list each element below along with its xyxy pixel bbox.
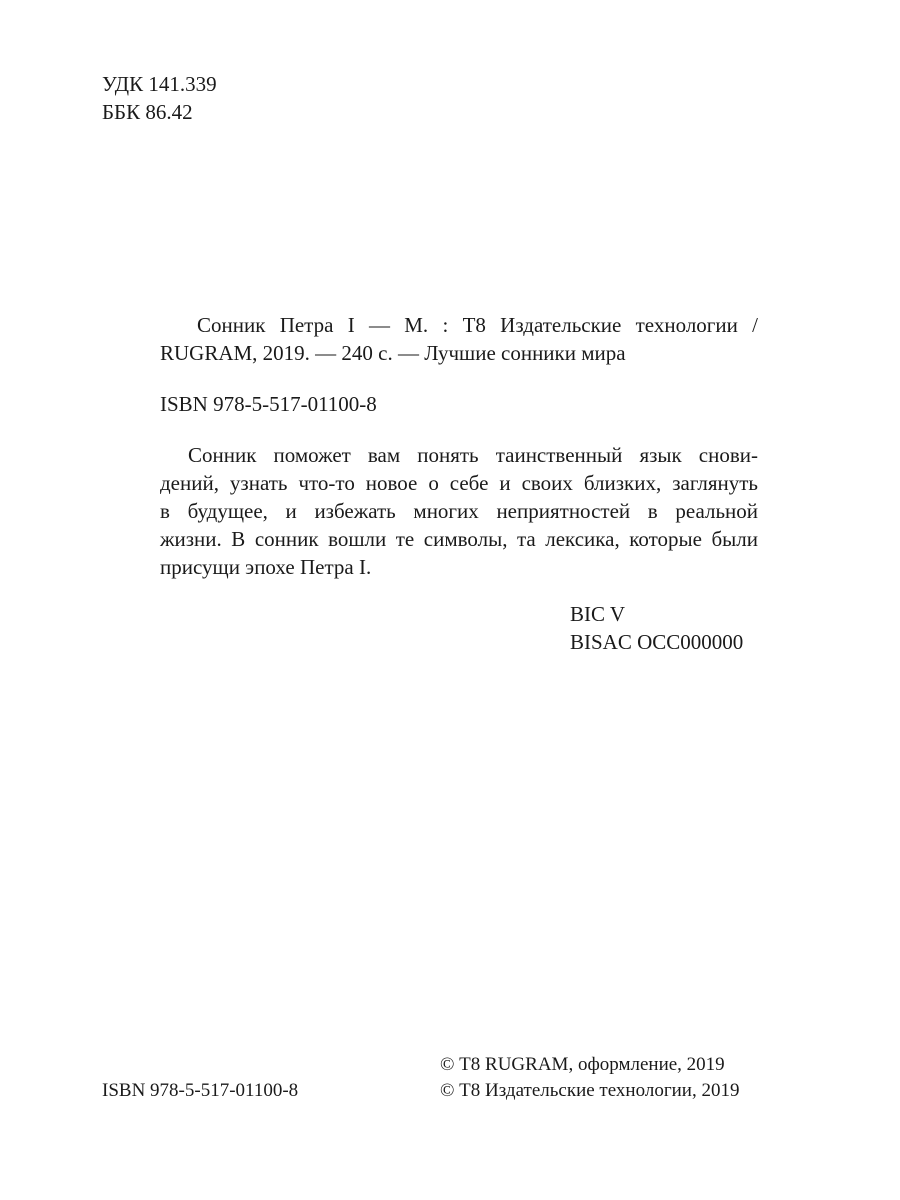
bibliographic-record-line-2: RUGRAM, 2019. — 240 с. — Лучшие сонники мира: [160, 341, 626, 365]
bibliographic-record: [160, 311, 758, 367]
annotation-line: в будущее, и избежать многих неприятностей в реальной: [160, 499, 758, 523]
bbk-code: ББК 86.42: [102, 100, 193, 124]
isbn-footer: ISBN 978-5-517-01100-8: [102, 1080, 299, 1101]
subject-codes: [570, 600, 743, 656]
copyright-design: © Т8 RUGRAM, оформление, 2019: [440, 1054, 725, 1075]
annotation-line: присущи эпохе Петра I.: [160, 555, 372, 579]
bisac-code: BISAC OCC000000: [570, 630, 744, 654]
isbn-main: ISBN 978-5-517-01100-8: [160, 392, 377, 416]
copyright-publisher: © Т8 Издательские технологии, 2019: [440, 1080, 740, 1101]
copyright-block: [440, 1052, 739, 1104]
annotation-line: Сонник поможет вам понять таинственный язык снови-: [188, 443, 758, 467]
annotation-line: дений, узнать что-то новое о себе и своих близких, заглянуть: [160, 471, 758, 495]
annotation-line: жизни. В сонник вошли те символы, та лексика, которые были: [160, 527, 758, 551]
classification-codes: [102, 70, 217, 126]
annotation: [160, 441, 758, 581]
bic-code: BIC V: [570, 602, 626, 626]
bibliographic-record-line-1: Сонник Петра I — М. : Т8 Издательские технологии /: [197, 313, 758, 337]
udk-code: УДК 141.339: [102, 72, 217, 96]
